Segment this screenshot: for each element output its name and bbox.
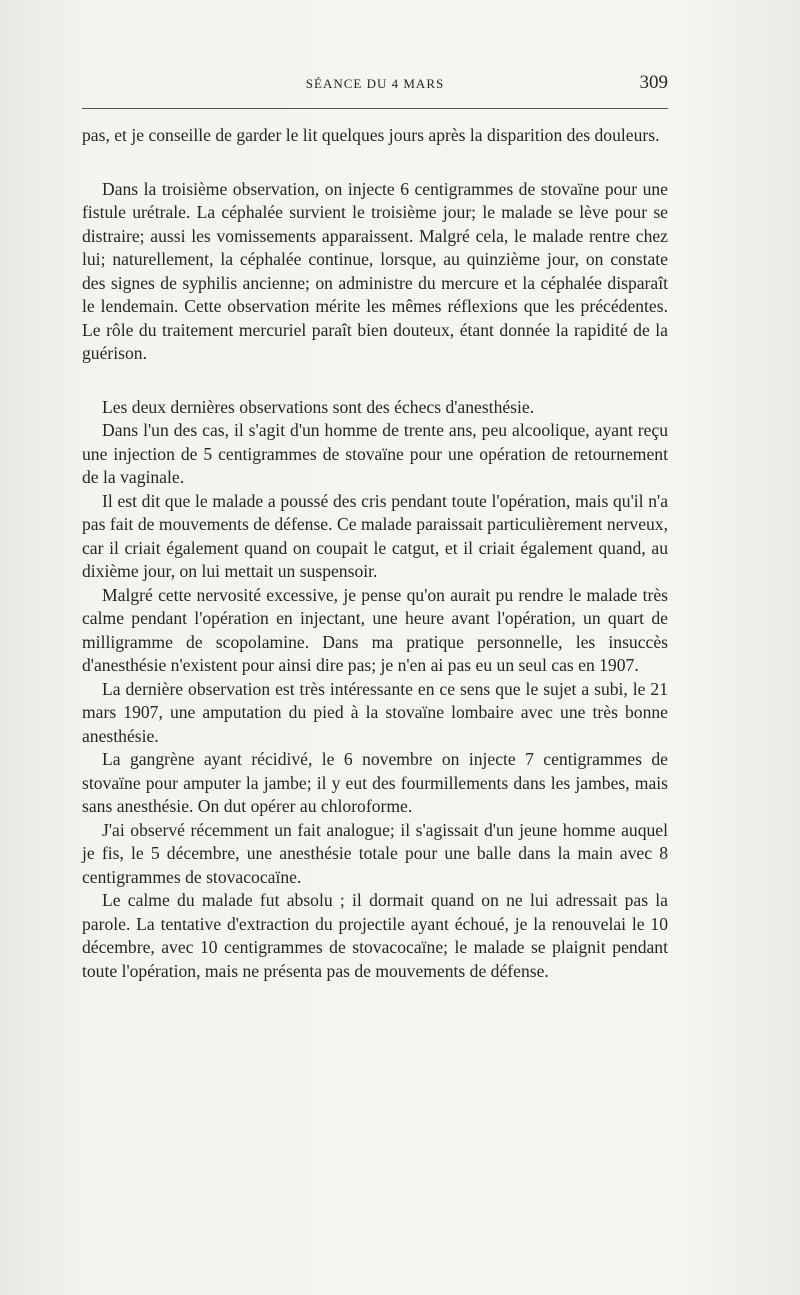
paragraph: La gangrène ayant récidivé, le 6 novembre on injecte 7 centigrammes de stovaïne pour amputer la jambe; il y eut des fourmillements dans les jambes, mais sans anesthésie. On dut opérer au chloroforme. [82, 749, 668, 816]
paragraph: Dans la troisième observation, on injecte 6 centigrammes de stovaïne pour une fistule urétrale. La céphalée survient le troisième jour; le malade se lève pour se distraire; aussi les vomissements apparaissent. Malgré cela, le malade rentre chez lui; naturellement, la céphalée continue, lorsque, au quinzième jour, on constate des signes de syphilis ancienne; on administre du mercure et la céphalée disparaît le lendemain. Cette observation mérite les mêmes réflexions que les précédentes. Le rôle du traitement mercuriel paraît bien douteux, étant donnée la rapidité de la guérison. [82, 178, 668, 363]
paragraph: Malgré cette nervosité excessive, je pense qu'on aurait pu rendre le malade très calme pendant l'opération en injectant, une heure avant l'opération, un quart de milligramme de scopolamine. Dans ma pratique personnelle, les insuccès d'anesthésie n'existent pour ainsi dire pas; je n'en ai pas eu un seul cas en 1907. [82, 584, 668, 675]
paragraph: Le calme du malade fut absolu ; il dormait quand on ne lui adressait pas la parole. La tentative d'extraction du projectile ayant échoué, je la renouvelai le 10 décembre, avec 10 centigrammes de stovacocaïne; le malade se plaignit pendant toute l'opération, mais ne présenta pas de mouvements de défense. [82, 890, 668, 981]
paragraph: pas, et je conseille de garder le lit quelques jours après la disparition des douleurs. [82, 125, 660, 145]
paragraph: J'ai observé récemment un fait analogue; il s'agissait d'un jeune homme auquel je fis, le 5 décembre, une anesthésie totale pour une balle dans la main avec 8 centigrammes de stovacocaïne. [82, 819, 668, 887]
paragraph: Les deux dernières observations sont des échecs d'anesthésie. [102, 396, 535, 417]
page-body [82, 124, 668, 983]
paragraph: La dernière observation est très intéressante en ce sens que le sujet a subi, le 21 mars 1907, une amputation du pied à la stovaïne lombaire avec une très bonne anesthésie. [82, 678, 668, 746]
running-head: SÉANCE DU 4 MARS [305, 76, 445, 91]
page-number: 309 [639, 72, 668, 93]
header-rule [82, 108, 668, 109]
paragraph: Il est dit que le malade a poussé des cris pendant toute l'opération, mais qu'il n'a pas fait de mouvements de défense. Ce malade paraissait particulièrement nerveux, car il criait également quand on coupait le catgut, et il criait également quand, au dixième jour, on lui mettait un suspensoir. [82, 490, 668, 581]
paragraph: Dans l'un des cas, il s'agit d'un homme de trente ans, peu alcoolique, ayant reçu une injection de 5 centigrammes de stovaïne pour une opération de retournement de la vaginale. [82, 420, 668, 487]
page-header [82, 72, 668, 102]
